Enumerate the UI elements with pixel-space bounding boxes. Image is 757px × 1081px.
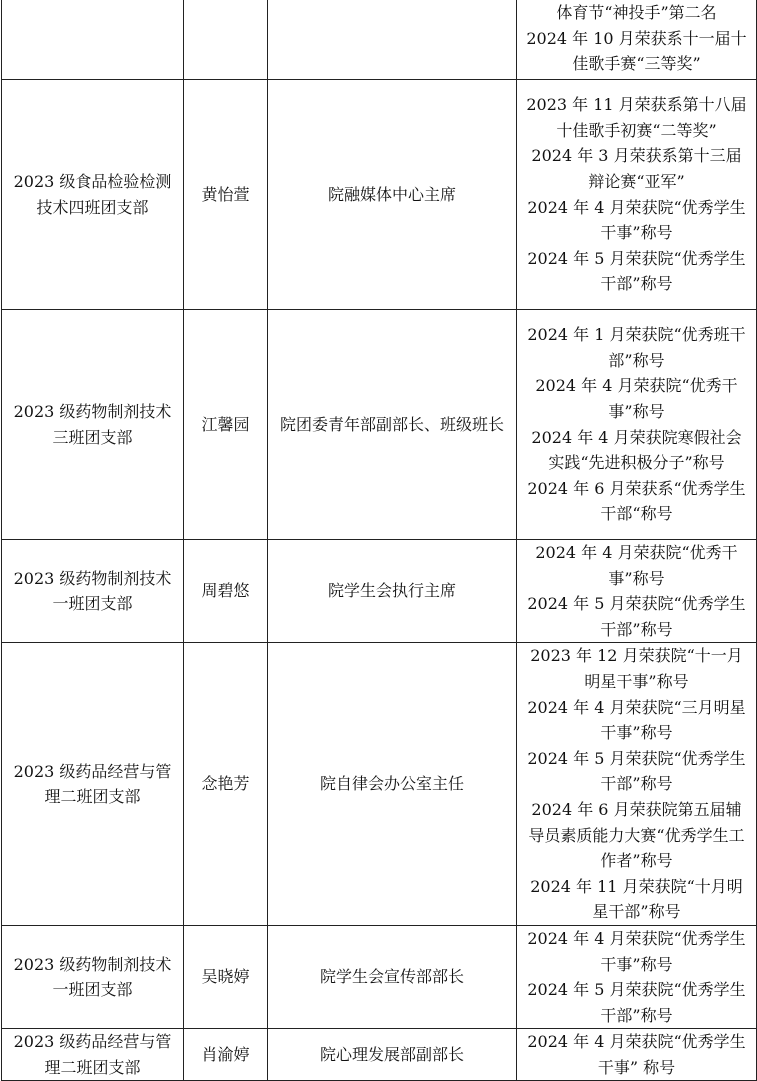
honors-table <box>1 0 757 1081</box>
award-item: 2024 年 4 月荣获院“优秀学生干事” 称号 <box>527 1032 746 1077</box>
award-item: 2024 年 4 月荣获院“优秀学生干事”称号 <box>527 928 746 974</box>
awards-cell <box>517 540 757 643</box>
name-cell: 念艳芳 <box>184 643 268 926</box>
award-item: 2024 年 6 月荣获院第五届辅导员素质能力大赛“优秀学生工作者”称号 <box>528 799 745 871</box>
award-item: 2024 年 5 月荣获院“优秀学生干部”称号 <box>527 748 746 794</box>
branch-cell: 2023 级药品经营与管理二班团支部 <box>2 1029 184 1081</box>
branch-cell: 2023 级药物制剂技术一班团支部 <box>2 925 184 1028</box>
awards-cell <box>517 310 757 540</box>
awards-cell <box>517 643 757 926</box>
honors-table-body <box>2 0 757 1081</box>
award-item: 2024 年 4 月荣获院“三月明星干事”称号 <box>527 697 746 743</box>
award-item: 2024 年 5 月荣获院“优秀学生干部”称号 <box>527 980 746 1025</box>
table-row <box>2 925 757 1028</box>
position-cell: 院团委青年部副部长、班级班长 <box>268 310 517 540</box>
award-item: 2024 年 11 月荣获院“十月明星干部”称号 <box>530 876 743 922</box>
award-item: 2024 年 10 月荣获系十一届十佳歌手赛“三等奖” <box>526 28 747 74</box>
award-item: 2024 年 5 月荣获院“优秀学生干部”称号 <box>527 594 746 639</box>
award-item: 2024 年 4 月荣获院“优秀干事”称号 <box>535 543 738 588</box>
award-item: 2024 年 4 月荣获院寒假社会实践“先进积极分子”称号 <box>531 427 742 473</box>
name-cell: 吴晓婷 <box>184 925 268 1028</box>
table-row <box>2 80 757 310</box>
award-item: 2024 年 4 月荣获院“优秀干事”称号 <box>535 376 738 421</box>
branch-cell: 2023 级药物制剂技术三班团支部 <box>2 310 184 540</box>
position-cell: 院学生会宣传部部长 <box>268 925 517 1028</box>
position-cell: 院学生会执行主席 <box>268 540 517 643</box>
branch-cell <box>2 0 184 80</box>
award-item: 2024 年 5 月荣获院“优秀学生干部”称号 <box>527 248 746 294</box>
awards-cell <box>517 80 757 310</box>
branch-cell: 2023 级药品经营与管理二班团支部 <box>2 643 184 926</box>
name-cell: 肖渝婷 <box>184 1029 268 1081</box>
award-item: 2023 年 11 月荣获系第十八届十佳歌手初赛“二等奖” <box>526 95 747 140</box>
award-item: 体育节“神投手”第二名 <box>556 3 717 23</box>
awards-cell <box>517 0 757 80</box>
award-item: 2024 年 1 月荣获院“优秀班干部”称号 <box>527 325 746 370</box>
table-row <box>2 0 757 80</box>
award-item: 2024 年 4 月荣获院“优秀学生干事”称号 <box>527 197 746 243</box>
position-cell: 院心理发展部副部长 <box>268 1029 517 1081</box>
name-cell: 黄怡萱 <box>184 80 268 310</box>
table-row <box>2 643 757 926</box>
name-cell: 江馨园 <box>184 310 268 540</box>
award-item: 2023 年 12 月荣获院“十一月明星干事”称号 <box>530 646 743 691</box>
name-cell <box>184 0 268 80</box>
table-row <box>2 540 757 643</box>
position-cell: 院融媒体中心主席 <box>268 80 517 310</box>
position-cell <box>268 0 517 80</box>
table-row <box>2 310 757 540</box>
position-cell: 院自律会办公室主任 <box>268 643 517 926</box>
table-row <box>2 1029 757 1081</box>
award-item: 2024 年 3 月荣获系第十三届辩论赛“亚军” <box>531 146 742 191</box>
branch-cell: 2023 级药物制剂技术一班团支部 <box>2 540 184 643</box>
awards-cell <box>517 1029 757 1081</box>
award-item: 2024 年 6 月荣获系“优秀学生干部“称号 <box>527 478 746 524</box>
awards-cell <box>517 925 757 1028</box>
branch-cell: 2023 级食品检验检测技术四班团支部 <box>2 80 184 310</box>
name-cell: 周碧悠 <box>184 540 268 643</box>
